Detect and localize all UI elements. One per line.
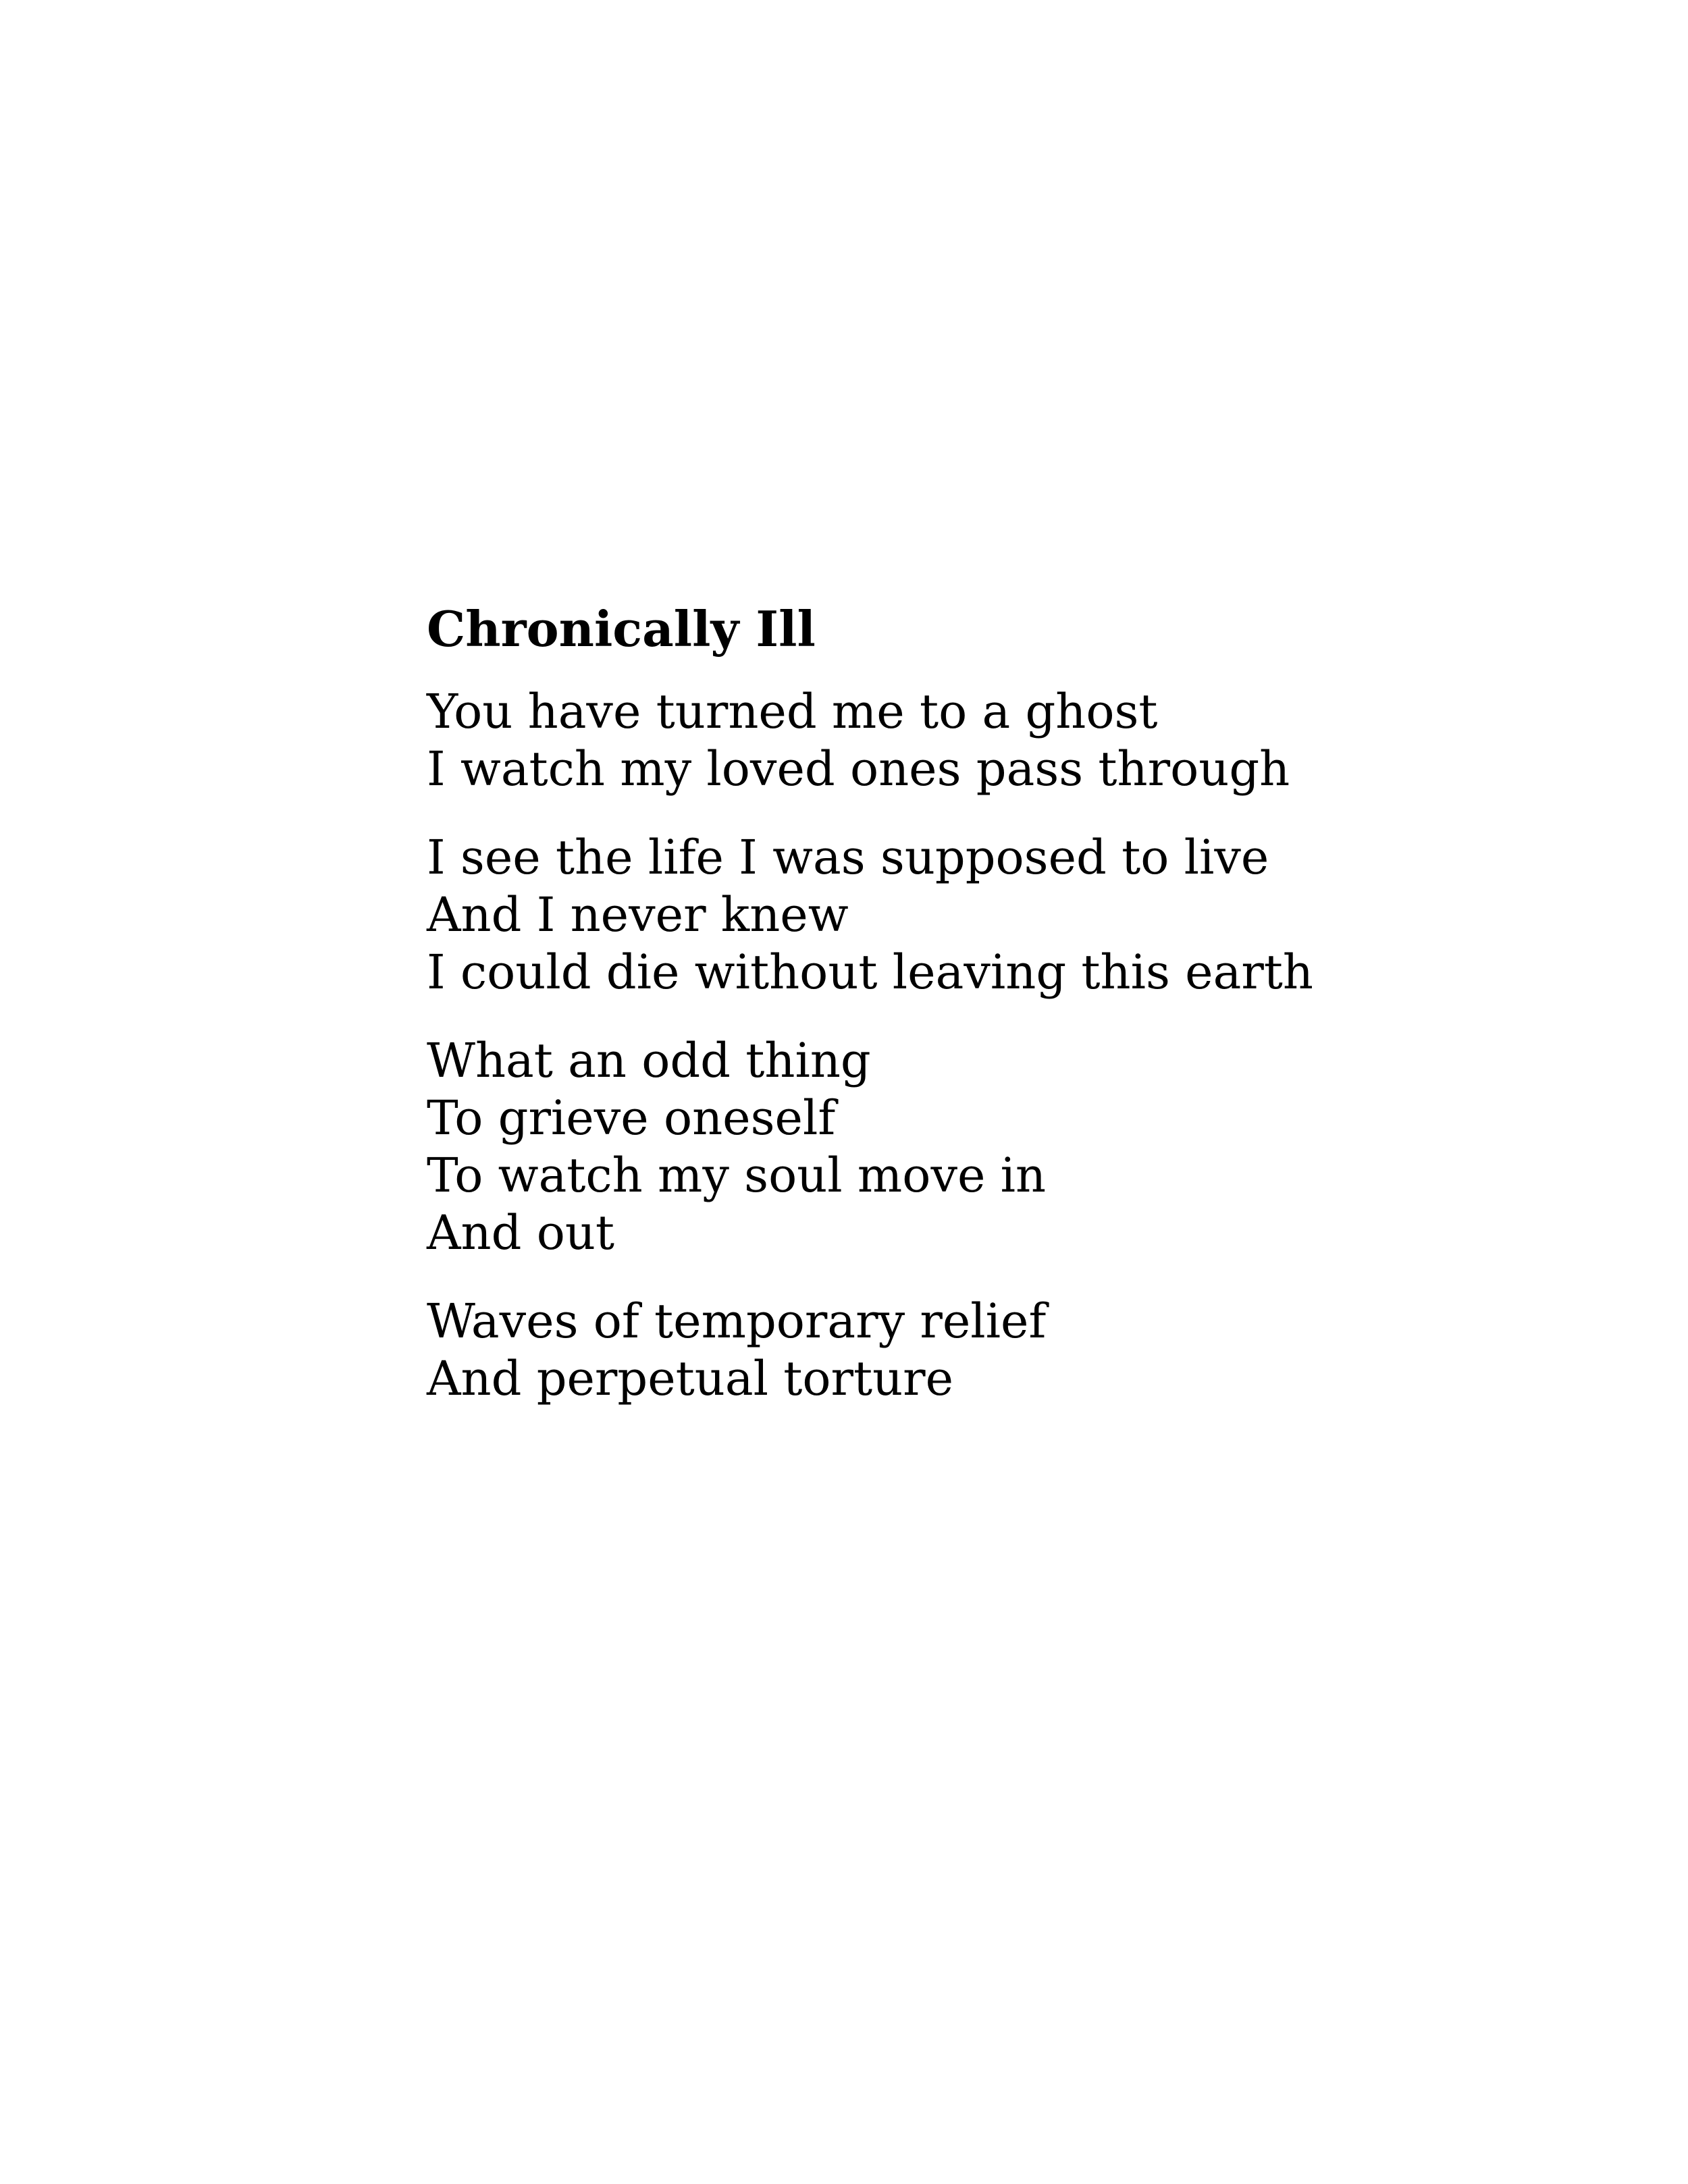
poem-line: I could die without leaving this earth bbox=[427, 944, 1314, 1000]
stanza-3 bbox=[427, 1032, 1440, 1262]
poem-line: To grieve oneself bbox=[427, 1090, 836, 1146]
poem-line: And perpetual torture bbox=[427, 1351, 954, 1406]
poem-line: You have turned me to a ghost bbox=[427, 684, 1158, 739]
stanza-1 bbox=[427, 683, 1440, 798]
poem-line: To watch my soul move in bbox=[427, 1148, 1047, 1203]
poem-line: I watch my loved ones pass through bbox=[427, 741, 1290, 797]
stanza-4 bbox=[427, 1293, 1440, 1408]
poem-line: And I never knew bbox=[427, 887, 849, 942]
poem-line: Waves of temporary relief bbox=[427, 1294, 1047, 1349]
poem-line: And out bbox=[427, 1205, 615, 1260]
poem-line: What an odd thing bbox=[427, 1033, 871, 1088]
poem-title: Chronically Ill bbox=[427, 600, 816, 658]
poem-line: I see the life I was supposed to live bbox=[427, 830, 1269, 885]
poem bbox=[427, 595, 1440, 1408]
stanza-2 bbox=[427, 829, 1440, 1001]
